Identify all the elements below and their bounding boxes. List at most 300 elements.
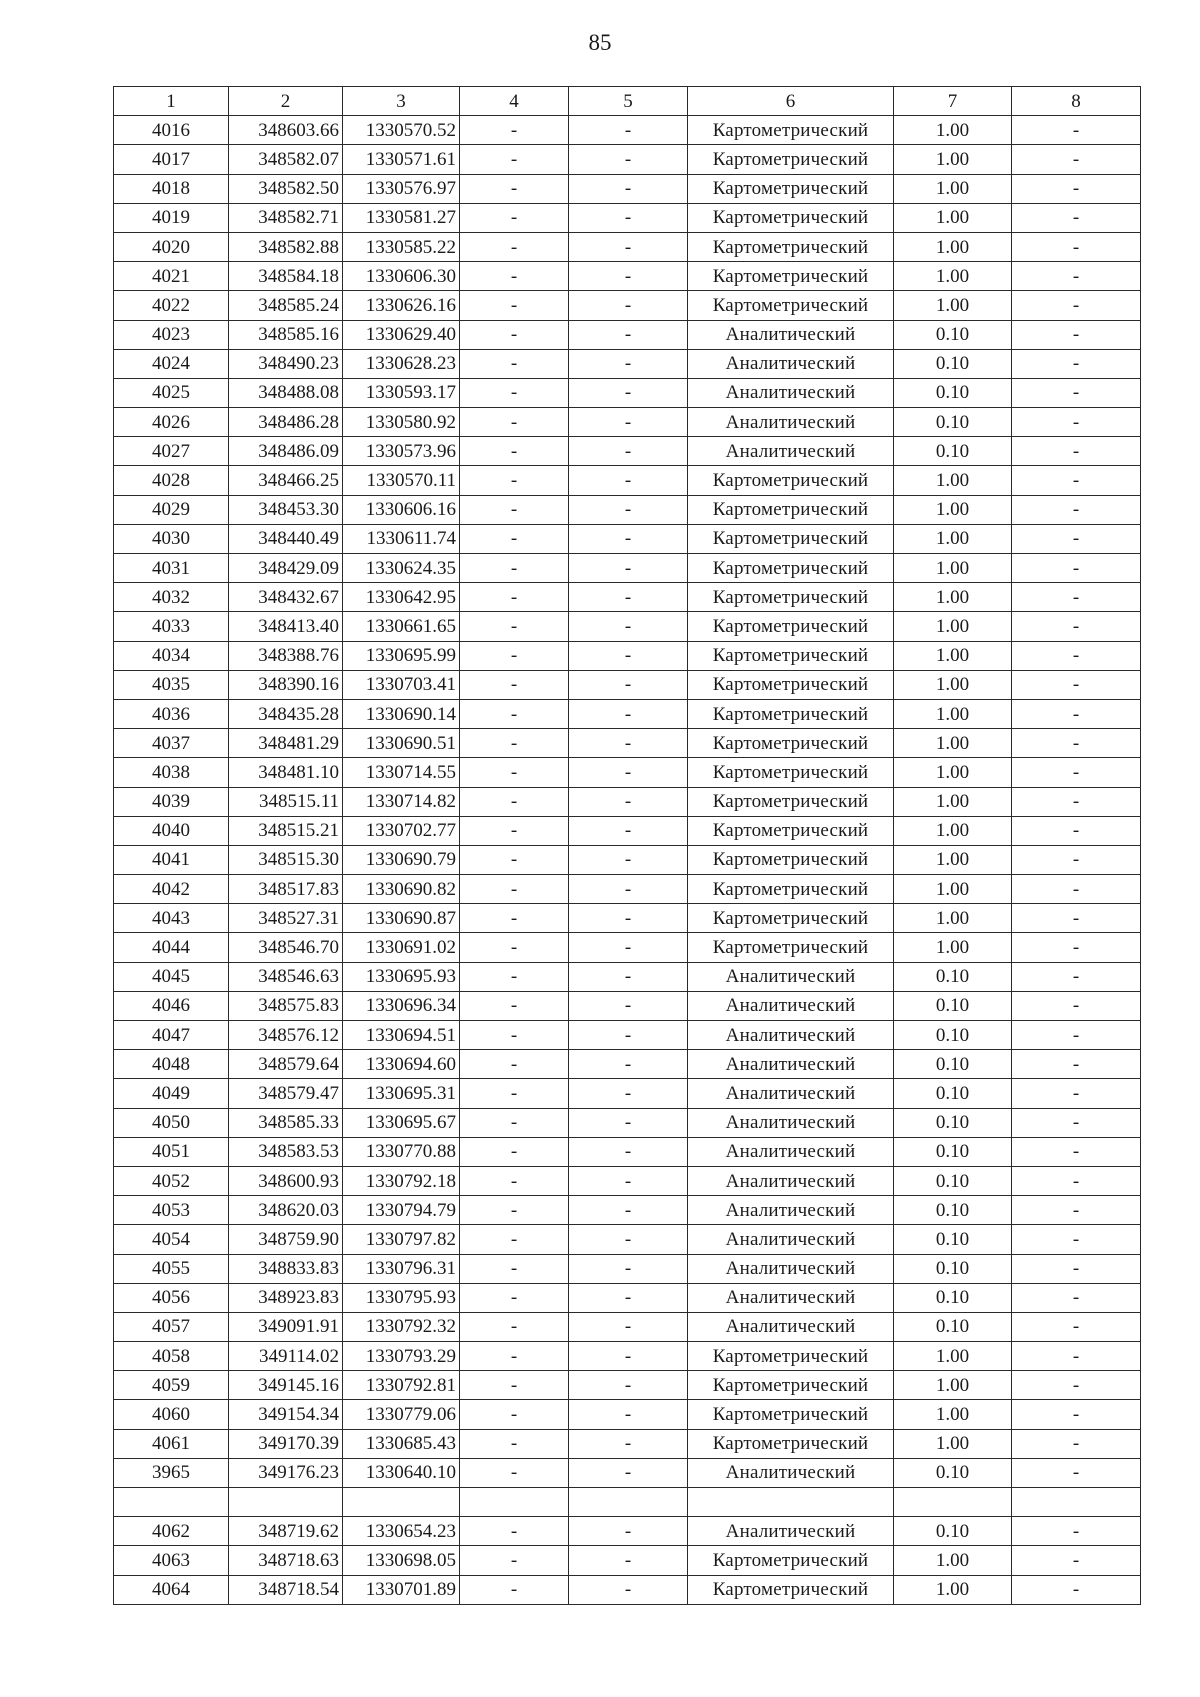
cell-col-5-value: - <box>569 1137 688 1166</box>
cell-x-coordinate: 348413.40 <box>229 612 343 641</box>
cell-col-4-value: - <box>460 1021 569 1050</box>
table-row <box>114 612 1141 641</box>
table-row <box>114 1371 1141 1400</box>
cell-x-coordinate: 348388.76 <box>229 641 343 670</box>
table-row <box>114 1021 1141 1050</box>
cell-col-8-value: - <box>1012 991 1141 1020</box>
cell-x-coordinate: 348515.21 <box>229 816 343 845</box>
cell-point-number: 4048 <box>114 1050 229 1079</box>
cell-col-5-value: - <box>569 875 688 904</box>
cell-point-number: 4059 <box>114 1371 229 1400</box>
cell-y-coordinate: 1330703.41 <box>343 670 460 699</box>
table-row <box>114 437 1141 466</box>
table-row <box>114 1400 1141 1429</box>
cell-method: Аналитический <box>688 320 894 349</box>
cell-method: Картометрический <box>688 495 894 524</box>
cell-x-coordinate: 348583.53 <box>229 1137 343 1166</box>
cell-col-8-value: - <box>1012 291 1141 320</box>
cell-y-coordinate: 1330690.51 <box>343 729 460 758</box>
cell-col-8-value <box>1012 1488 1141 1517</box>
cell-method: Картометрический <box>688 291 894 320</box>
cell-point-number: 4027 <box>114 437 229 466</box>
cell-col-8-value: - <box>1012 612 1141 641</box>
cell-col-5-value: - <box>569 583 688 612</box>
column-header-6: 6 <box>688 87 894 116</box>
cell-accuracy: 0.10 <box>894 1517 1012 1546</box>
cell-y-coordinate: 1330770.88 <box>343 1137 460 1166</box>
cell-accuracy: 1.00 <box>894 495 1012 524</box>
cell-y-coordinate: 1330691.02 <box>343 933 460 962</box>
cell-method: Аналитический <box>688 349 894 378</box>
table-row <box>114 495 1141 524</box>
cell-y-coordinate: 1330695.67 <box>343 1108 460 1137</box>
cell-x-coordinate: 349114.02 <box>229 1342 343 1371</box>
cell-col-5-value: - <box>569 962 688 991</box>
cell-col-5-value: - <box>569 408 688 437</box>
table-row <box>114 1254 1141 1283</box>
cell-y-coordinate: 1330702.77 <box>343 816 460 845</box>
cell-x-coordinate: 348718.54 <box>229 1575 343 1604</box>
table-row <box>114 378 1141 407</box>
cell-col-8-value: - <box>1012 320 1141 349</box>
cell-col-4-value: - <box>460 524 569 553</box>
column-header-5: 5 <box>569 87 688 116</box>
cell-col-5-value: - <box>569 699 688 728</box>
cell-col-4-value: - <box>460 1371 569 1400</box>
cell-x-coordinate: 348515.11 <box>229 787 343 816</box>
cell-x-coordinate: 348440.49 <box>229 524 343 553</box>
cell-col-5-value: - <box>569 1546 688 1575</box>
cell-col-5-value: - <box>569 933 688 962</box>
cell-col-8-value: - <box>1012 1050 1141 1079</box>
cell-accuracy: 0.10 <box>894 349 1012 378</box>
cell-y-coordinate: 1330626.16 <box>343 291 460 320</box>
cell-method: Картометрический <box>688 845 894 874</box>
cell-col-4-value: - <box>460 349 569 378</box>
cell-method: Аналитический <box>688 1283 894 1312</box>
cell-col-8-value: - <box>1012 116 1141 145</box>
cell-col-5-value: - <box>569 1021 688 1050</box>
cell-method: Картометрический <box>688 554 894 583</box>
table-row <box>114 962 1141 991</box>
cell-x-coordinate: 348579.47 <box>229 1079 343 1108</box>
cell-accuracy: 1.00 <box>894 466 1012 495</box>
cell-point-number: 4049 <box>114 1079 229 1108</box>
cell-col-8-value: - <box>1012 962 1141 991</box>
table-row <box>114 1283 1141 1312</box>
cell-col-4-value: - <box>460 291 569 320</box>
cell-col-5-value: - <box>569 466 688 495</box>
cell-y-coordinate: 1330629.40 <box>343 320 460 349</box>
cell-col-4-value: - <box>460 1342 569 1371</box>
cell-point-number: 4060 <box>114 1400 229 1429</box>
cell-col-5-value: - <box>569 262 688 291</box>
cell-x-coordinate: 348575.83 <box>229 991 343 1020</box>
cell-col-4-value: - <box>460 495 569 524</box>
cell-x-coordinate: 348515.30 <box>229 845 343 874</box>
cell-method: Аналитический <box>688 1458 894 1487</box>
table-row <box>114 262 1141 291</box>
cell-point-number: 4045 <box>114 962 229 991</box>
cell-x-coordinate: 348585.16 <box>229 320 343 349</box>
cell-accuracy: 1.00 <box>894 1429 1012 1458</box>
cell-y-coordinate: 1330690.82 <box>343 875 460 904</box>
cell-col-5-value: - <box>569 1575 688 1604</box>
table-row <box>114 583 1141 612</box>
cell-y-coordinate: 1330571.61 <box>343 145 460 174</box>
cell-col-8-value: - <box>1012 262 1141 291</box>
cell-method: Картометрический <box>688 1546 894 1575</box>
table-row <box>114 641 1141 670</box>
cell-point-number: 4046 <box>114 991 229 1020</box>
cell-y-coordinate: 1330695.31 <box>343 1079 460 1108</box>
cell-col-4-value: - <box>460 1546 569 1575</box>
column-header-1: 1 <box>114 87 229 116</box>
cell-col-8-value: - <box>1012 1575 1141 1604</box>
cell-col-8-value: - <box>1012 1458 1141 1487</box>
cell-col-5-value <box>569 1488 688 1517</box>
cell-x-coordinate: 349176.23 <box>229 1458 343 1487</box>
cell-y-coordinate: 1330694.51 <box>343 1021 460 1050</box>
cell-point-number: 4039 <box>114 787 229 816</box>
cell-col-5-value: - <box>569 1254 688 1283</box>
cell-col-5-value: - <box>569 1196 688 1225</box>
table-body <box>114 116 1141 1605</box>
cell-accuracy: 0.10 <box>894 1137 1012 1166</box>
cell-x-coordinate: 348585.24 <box>229 291 343 320</box>
cell-accuracy: 0.10 <box>894 1225 1012 1254</box>
cell-col-8-value: - <box>1012 1342 1141 1371</box>
cell-method: Аналитический <box>688 1137 894 1166</box>
cell-col-8-value: - <box>1012 758 1141 787</box>
cell-accuracy: 1.00 <box>894 641 1012 670</box>
cell-point-number: 4037 <box>114 729 229 758</box>
cell-point-number: 4026 <box>114 408 229 437</box>
cell-method: Картометрический <box>688 262 894 291</box>
cell-col-8-value: - <box>1012 729 1141 758</box>
cell-y-coordinate: 1330797.82 <box>343 1225 460 1254</box>
cell-col-4-value: - <box>460 1050 569 1079</box>
cell-col-4-value: - <box>460 466 569 495</box>
cell-col-4-value: - <box>460 1254 569 1283</box>
cell-col-8-value: - <box>1012 174 1141 203</box>
table-row <box>114 1079 1141 1108</box>
cell-col-5-value: - <box>569 991 688 1020</box>
cell-accuracy: 0.10 <box>894 1312 1012 1341</box>
cell-point-number: 4055 <box>114 1254 229 1283</box>
cell-accuracy: 1.00 <box>894 1371 1012 1400</box>
cell-point-number: 4053 <box>114 1196 229 1225</box>
cell-x-coordinate: 348603.66 <box>229 116 343 145</box>
cell-method: Картометрический <box>688 612 894 641</box>
cell-point-number: 4043 <box>114 904 229 933</box>
cell-accuracy: 0.10 <box>894 378 1012 407</box>
cell-y-coordinate: 1330696.34 <box>343 991 460 1020</box>
cell-col-4-value: - <box>460 1196 569 1225</box>
table-row <box>114 1458 1141 1487</box>
cell-y-coordinate: 1330570.52 <box>343 116 460 145</box>
table-row <box>114 1166 1141 1195</box>
cell-accuracy: 1.00 <box>894 699 1012 728</box>
cell-x-coordinate: 348486.28 <box>229 408 343 437</box>
cell-col-5-value: - <box>569 524 688 553</box>
cell-col-5-value: - <box>569 1342 688 1371</box>
cell-col-8-value: - <box>1012 875 1141 904</box>
cell-x-coordinate: 349091.91 <box>229 1312 343 1341</box>
table-row <box>114 466 1141 495</box>
cell-col-4-value: - <box>460 1166 569 1195</box>
cell-method: Картометрический <box>688 524 894 553</box>
cell-x-coordinate: 348923.83 <box>229 1283 343 1312</box>
cell-accuracy: 0.10 <box>894 991 1012 1020</box>
cell-col-4-value: - <box>460 174 569 203</box>
cell-y-coordinate: 1330593.17 <box>343 378 460 407</box>
table-row <box>114 991 1141 1020</box>
cell-col-8-value: - <box>1012 1108 1141 1137</box>
cell-col-8-value: - <box>1012 524 1141 553</box>
cell-point-number: 4040 <box>114 816 229 845</box>
cell-y-coordinate: 1330792.81 <box>343 1371 460 1400</box>
cell-col-4-value: - <box>460 232 569 261</box>
cell-x-coordinate: 348582.07 <box>229 145 343 174</box>
cell-col-5-value: - <box>569 904 688 933</box>
cell-x-coordinate: 348481.29 <box>229 729 343 758</box>
cell-point-number: 3965 <box>114 1458 229 1487</box>
cell-col-8-value: - <box>1012 554 1141 583</box>
cell-point-number: 4052 <box>114 1166 229 1195</box>
cell-col-8-value: - <box>1012 1283 1141 1312</box>
cell-y-coordinate: 1330611.74 <box>343 524 460 553</box>
cell-method: Картометрический <box>688 583 894 612</box>
cell-y-coordinate: 1330795.93 <box>343 1283 460 1312</box>
cell-y-coordinate: 1330792.32 <box>343 1312 460 1341</box>
cell-col-4-value: - <box>460 378 569 407</box>
cell-accuracy: 1.00 <box>894 904 1012 933</box>
cell-y-coordinate: 1330581.27 <box>343 203 460 232</box>
cell-col-5-value: - <box>569 116 688 145</box>
cell-point-number: 4025 <box>114 378 229 407</box>
cell-x-coordinate: 348527.31 <box>229 904 343 933</box>
cell-col-4-value: - <box>460 1312 569 1341</box>
cell-col-5-value: - <box>569 1225 688 1254</box>
cell-col-5-value: - <box>569 1429 688 1458</box>
table-row <box>114 670 1141 699</box>
cell-col-5-value: - <box>569 816 688 845</box>
cell-col-4-value: - <box>460 845 569 874</box>
cell-accuracy: 0.10 <box>894 1458 1012 1487</box>
cell-col-8-value: - <box>1012 1254 1141 1283</box>
cell-method: Картометрический <box>688 933 894 962</box>
cell-accuracy: 1.00 <box>894 232 1012 261</box>
cell-col-5-value: - <box>569 758 688 787</box>
cell-y-coordinate: 1330796.31 <box>343 1254 460 1283</box>
cell-col-4-value: - <box>460 554 569 583</box>
cell-accuracy: 1.00 <box>894 145 1012 174</box>
cell-col-8-value: - <box>1012 1371 1141 1400</box>
cell-col-5-value: - <box>569 145 688 174</box>
cell-method: Картометрический <box>688 232 894 261</box>
cell-y-coordinate: 1330714.82 <box>343 787 460 816</box>
cell-accuracy: 0.10 <box>894 1108 1012 1137</box>
cell-x-coordinate: 348719.62 <box>229 1517 343 1546</box>
cell-col-4-value: - <box>460 408 569 437</box>
cell-col-5-value: - <box>569 1517 688 1546</box>
cell-col-4-value: - <box>460 1458 569 1487</box>
cell-col-4-value: - <box>460 1283 569 1312</box>
cell-col-5-value: - <box>569 349 688 378</box>
cell-col-8-value: - <box>1012 1546 1141 1575</box>
table-row <box>114 203 1141 232</box>
cell-point-number: 4023 <box>114 320 229 349</box>
cell-method: Картометрический <box>688 116 894 145</box>
cell-accuracy: 1.00 <box>894 583 1012 612</box>
table-row <box>114 875 1141 904</box>
cell-col-8-value: - <box>1012 1166 1141 1195</box>
cell-col-4-value: - <box>460 875 569 904</box>
cell-method: Картометрический <box>688 174 894 203</box>
cell-accuracy: 1.00 <box>894 758 1012 787</box>
cell-accuracy: 0.10 <box>894 1283 1012 1312</box>
cell-col-8-value: - <box>1012 145 1141 174</box>
cell-point-number: 4019 <box>114 203 229 232</box>
cell-col-8-value: - <box>1012 378 1141 407</box>
cell-method: Аналитический <box>688 408 894 437</box>
table-row <box>114 758 1141 787</box>
cell-method: Аналитический <box>688 1108 894 1137</box>
cell-method: Картометрический <box>688 145 894 174</box>
cell-point-number: 4063 <box>114 1546 229 1575</box>
cell-accuracy: 0.10 <box>894 1079 1012 1108</box>
table-row <box>114 1225 1141 1254</box>
cell-col-4-value: - <box>460 583 569 612</box>
cell-method: Картометрический <box>688 1371 894 1400</box>
cell-col-8-value: - <box>1012 466 1141 495</box>
cell-col-5-value: - <box>569 320 688 349</box>
cell-col-4-value: - <box>460 816 569 845</box>
table-row <box>114 787 1141 816</box>
cell-x-coordinate <box>229 1488 343 1517</box>
cell-col-4-value: - <box>460 904 569 933</box>
cell-x-coordinate: 349170.39 <box>229 1429 343 1458</box>
cell-col-8-value: - <box>1012 583 1141 612</box>
cell-method: Картометрический <box>688 699 894 728</box>
cell-col-8-value: - <box>1012 1137 1141 1166</box>
cell-col-5-value: - <box>569 232 688 261</box>
cell-point-number: 4020 <box>114 232 229 261</box>
cell-col-5-value: - <box>569 437 688 466</box>
cell-col-8-value: - <box>1012 437 1141 466</box>
cell-col-4-value: - <box>460 991 569 1020</box>
cell-accuracy: 0.10 <box>894 1021 1012 1050</box>
cell-x-coordinate: 348620.03 <box>229 1196 343 1225</box>
cell-y-coordinate: 1330793.29 <box>343 1342 460 1371</box>
cell-y-coordinate: 1330640.10 <box>343 1458 460 1487</box>
cell-col-4-value: - <box>460 699 569 728</box>
cell-method: Картометрический <box>688 670 894 699</box>
cell-accuracy: 0.10 <box>894 1050 1012 1079</box>
cell-col-8-value: - <box>1012 1079 1141 1108</box>
cell-col-5-value: - <box>569 1050 688 1079</box>
cell-point-number: 4058 <box>114 1342 229 1371</box>
cell-col-5-value: - <box>569 641 688 670</box>
cell-col-8-value: - <box>1012 1517 1141 1546</box>
cell-col-4-value: - <box>460 933 569 962</box>
cell-y-coordinate: 1330701.89 <box>343 1575 460 1604</box>
cell-col-8-value: - <box>1012 845 1141 874</box>
cell-point-number: 4041 <box>114 845 229 874</box>
cell-col-5-value: - <box>569 378 688 407</box>
cell-method: Картометрический <box>688 758 894 787</box>
cell-col-4-value: - <box>460 758 569 787</box>
cell-point-number: 4016 <box>114 116 229 145</box>
cell-point-number: 4050 <box>114 1108 229 1137</box>
table-row <box>114 904 1141 933</box>
page-number: 85 <box>588 30 612 55</box>
cell-point-number: 4031 <box>114 554 229 583</box>
cell-y-coordinate <box>343 1488 460 1517</box>
cell-accuracy: 1.00 <box>894 262 1012 291</box>
table-row <box>114 845 1141 874</box>
cell-accuracy <box>894 1488 1012 1517</box>
cell-col-5-value: - <box>569 612 688 641</box>
cell-method: Картометрический <box>688 1575 894 1604</box>
cell-y-coordinate: 1330661.65 <box>343 612 460 641</box>
cell-accuracy: 1.00 <box>894 933 1012 962</box>
cell-accuracy: 1.00 <box>894 174 1012 203</box>
cell-point-number: 4061 <box>114 1429 229 1458</box>
cell-accuracy: 0.10 <box>894 1196 1012 1225</box>
cell-x-coordinate: 348584.18 <box>229 262 343 291</box>
table-row <box>114 145 1141 174</box>
table-row <box>114 1137 1141 1166</box>
cell-accuracy: 1.00 <box>894 845 1012 874</box>
cell-method: Аналитический <box>688 1021 894 1050</box>
cell-col-5-value: - <box>569 1400 688 1429</box>
cell-x-coordinate: 348546.63 <box>229 962 343 991</box>
cell-col-5-value: - <box>569 1166 688 1195</box>
cell-point-number: 4017 <box>114 145 229 174</box>
cell-point-number: 4036 <box>114 699 229 728</box>
cell-point-number: 4047 <box>114 1021 229 1050</box>
cell-point-number: 4018 <box>114 174 229 203</box>
cell-method: Аналитический <box>688 1166 894 1195</box>
cell-point-number <box>114 1488 229 1517</box>
cell-col-8-value: - <box>1012 203 1141 232</box>
cell-y-coordinate: 1330576.97 <box>343 174 460 203</box>
cell-col-4-value: - <box>460 612 569 641</box>
cell-y-coordinate: 1330606.16 <box>343 495 460 524</box>
cell-point-number: 4024 <box>114 349 229 378</box>
cell-col-8-value: - <box>1012 349 1141 378</box>
cell-accuracy: 0.10 <box>894 1166 1012 1195</box>
cell-x-coordinate: 348481.10 <box>229 758 343 787</box>
table-row <box>114 699 1141 728</box>
table-row <box>114 554 1141 583</box>
table-row <box>114 1342 1141 1371</box>
cell-point-number: 4029 <box>114 495 229 524</box>
column-header-3: 3 <box>343 87 460 116</box>
cell-method: Аналитический <box>688 378 894 407</box>
table-row <box>114 232 1141 261</box>
table-row <box>114 116 1141 145</box>
cell-point-number: 4021 <box>114 262 229 291</box>
cell-col-8-value: - <box>1012 232 1141 261</box>
cell-method <box>688 1488 894 1517</box>
cell-x-coordinate: 348432.67 <box>229 583 343 612</box>
cell-y-coordinate: 1330698.05 <box>343 1546 460 1575</box>
cell-y-coordinate: 1330694.60 <box>343 1050 460 1079</box>
table-row <box>114 729 1141 758</box>
